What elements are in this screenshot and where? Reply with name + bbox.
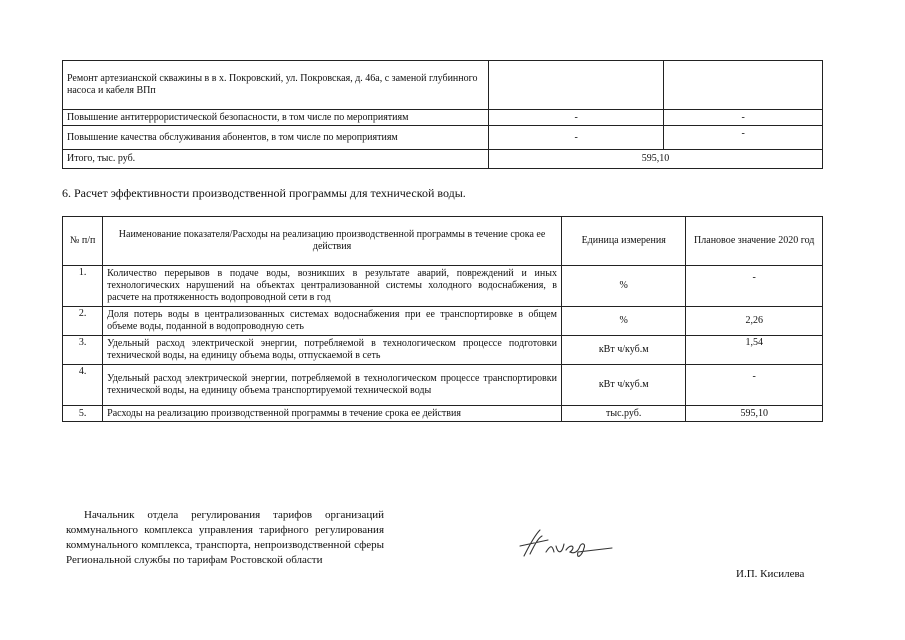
- row-num: 5.: [63, 406, 103, 422]
- measure-name: Повышение качества обслуживания абонентов, в том числе по мероприятиям: [63, 126, 489, 150]
- measure-value-2: -: [664, 110, 823, 126]
- row-value: -: [752, 272, 756, 283]
- row-value: -: [752, 371, 756, 382]
- table-row: [63, 126, 823, 150]
- row-value: 2,26: [686, 307, 823, 336]
- measure-name: Ремонт артезианской скважины в в х. Покровский, ул. Покровская, д. 46а, с заменой глубинного насоса и кабеля ВПп: [63, 61, 489, 110]
- table-row: [63, 266, 823, 307]
- measure-value-1: [488, 61, 663, 110]
- row-unit: тыс.руб.: [561, 406, 685, 422]
- row-unit: кВт ч/куб.м: [561, 336, 685, 365]
- row-value: 595,10: [686, 406, 823, 422]
- row-name: Расходы на реализацию производственной программы в течение срока ее действия: [103, 406, 562, 422]
- row-unit: кВт ч/куб.м: [561, 365, 685, 406]
- measure-value-1: -: [488, 110, 663, 126]
- row-value: 1,54: [686, 336, 823, 365]
- section-title: 6. Расчет эффективности производственной программы для технической воды.: [62, 186, 466, 200]
- row-num: 1.: [63, 266, 103, 307]
- signatory-name: И.П. Кисилева: [736, 568, 805, 580]
- row-num: 4.: [63, 365, 103, 406]
- table-row: [63, 307, 823, 336]
- table-row: [63, 110, 823, 126]
- header-name: Наименование показателя/Расходы на реализацию производственной программы в течение срока ее действия: [103, 217, 562, 266]
- row-unit: %: [561, 266, 685, 307]
- header-num: № п/п: [63, 217, 103, 266]
- measure-value-2: [664, 61, 823, 110]
- table-total-row: [63, 150, 823, 169]
- header-value: Плановое значение 2020 год: [686, 217, 823, 266]
- measures-table: [62, 60, 823, 169]
- table-row: [63, 365, 823, 406]
- table-header-row: [63, 217, 823, 266]
- measure-name: Повышение антитеррористической безопасности, в том числе по мероприятиям: [63, 110, 489, 126]
- row-name: Количество перерывов в подаче воды, возникших в результате аварий, повреждений и иных технологических нарушений на объектах централизованной системы холодного водоснабжения, в расчете на протяженность водопроводной сети в год: [103, 266, 562, 307]
- signatory-title-text: Начальник отдела регулирования тарифов организаций коммунального комплекса управления тарифного регулирования коммунального комплекса, транспорта, непроизводственной сферы Региональной службы по тарифам Ростовской области: [66, 509, 384, 566]
- handwritten-signature: [516, 526, 616, 562]
- row-name: Удельный расход электрической энергии, потребляемой в технологическом процессе транспортировки технической воды, на единицу объема транспортируемой технической воды: [103, 365, 562, 406]
- measure-value-2: -: [741, 127, 745, 139]
- row-unit: %: [561, 307, 685, 336]
- signatory-title: [66, 508, 384, 568]
- row-num: 3.: [63, 336, 103, 365]
- row-name: Доля потерь воды в централизованных системах водоснабжения при ее транспортировке в общем объеме воды, поданной в водопроводную сеть: [103, 307, 562, 336]
- row-name: Удельный расход электрической энергии, потребляемой в технологическом процессе подготовки технической воды, на единицу объема воды, отпускаемой в сеть: [103, 336, 562, 365]
- table-row: [63, 406, 823, 422]
- efficiency-table: [62, 216, 823, 422]
- measure-value-1: -: [488, 126, 663, 150]
- row-num: 2.: [63, 307, 103, 336]
- total-label: Итого, тыс. руб.: [63, 150, 489, 169]
- total-value: 595,10: [488, 150, 822, 169]
- table-row: [63, 61, 823, 110]
- table-row: [63, 336, 823, 365]
- header-unit: Единица измерения: [561, 217, 685, 266]
